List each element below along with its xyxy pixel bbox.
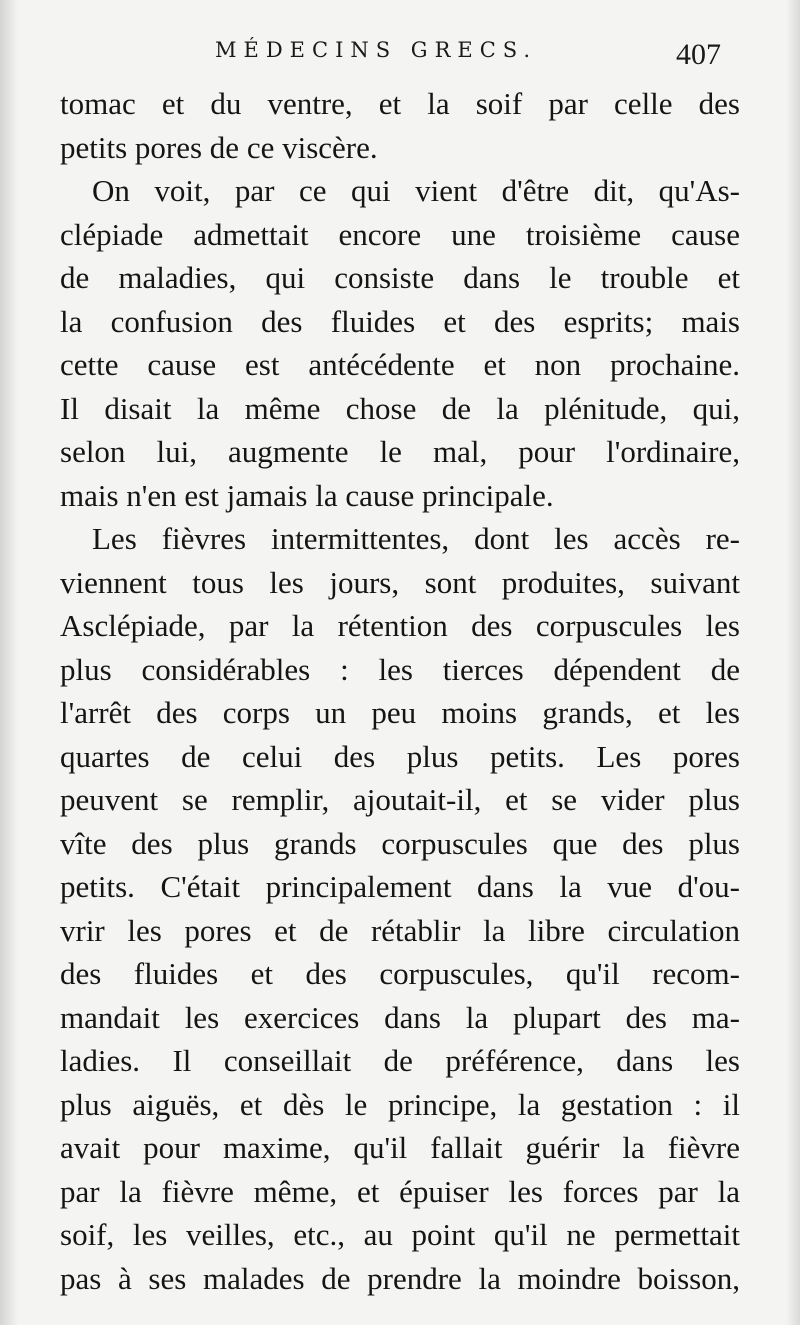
text-line: soif, les veilles, etc., au point qu'il ne permettait	[60, 1217, 740, 1252]
body-text	[60, 82, 740, 1300]
text-line: peuvent se remplir, ajoutait-il, et se vider plus	[60, 782, 740, 817]
paragraph	[60, 517, 740, 1300]
text-line: vrir les pores et de rétablir la libre circulation	[60, 912, 740, 948]
text-line: Les fièvres intermittentes, dont les accès re-	[92, 521, 740, 556]
text-line: tomac et du ventre, et la soif par celle des	[60, 86, 740, 121]
text-line: petits. C'était principalement dans la vue d'ou-	[60, 869, 740, 904]
text-line: mais n'en est jamais la cause principale.	[60, 477, 554, 513]
text-line: la confusion des fluides et des esprits; mais	[60, 303, 740, 339]
text-line: clépiade admettait encore une troisième cause	[60, 216, 740, 252]
text-line: Asclépiade, par la rétention des corpuscules les	[60, 608, 740, 643]
text-line: plus aiguës, et dès le principe, la gestation : il	[60, 1086, 740, 1122]
text-line: vîte des plus grands corpuscules que des plus	[60, 825, 740, 861]
text-line: avait pour maxime, qu'il fallait guérir la fièvre	[60, 1130, 740, 1165]
text-line: selon lui, augmente le mal, pour l'ordinaire,	[60, 434, 740, 469]
page-gutter-shadow	[0, 0, 18, 1325]
text-line: quartes de celui des plus petits. Les pores	[60, 738, 740, 774]
text-line: On voit, par ce qui vient d'être dit, qu'As-	[92, 173, 740, 208]
text-line: plus considérables : les tierces dépendent de	[60, 651, 740, 687]
paragraph	[60, 169, 740, 517]
text-line: l'arrêt des corps un peu moins grands, et les	[60, 695, 740, 730]
page-edge-shadow	[786, 0, 800, 1325]
text-line: pas à ses malades de prendre la moindre boisson,	[60, 1260, 740, 1296]
text-line: Il disait la même chose de la plénitude, qui,	[60, 390, 740, 426]
page-number: 407	[676, 38, 721, 71]
running-head: MÉDECINS GRECS.	[215, 38, 538, 62]
text-line: de maladies, qui consiste dans le trouble et	[60, 260, 740, 295]
text-line: par la fièvre même, et épuiser les forces par la	[60, 1173, 740, 1209]
text-line: petits pores de ce viscère.	[60, 129, 378, 165]
text-line: viennent tous les jours, sont produites, suivant	[60, 564, 740, 600]
text-line: cette cause est antécédente et non prochaine.	[60, 347, 740, 382]
paragraph	[60, 82, 740, 169]
text-line: des fluides et des corpuscules, qu'il recom-	[60, 956, 740, 991]
text-line: mandait les exercices dans la plupart des ma-	[60, 999, 740, 1035]
text-line: ladies. Il conseillait de préférence, dans les	[60, 1043, 740, 1078]
